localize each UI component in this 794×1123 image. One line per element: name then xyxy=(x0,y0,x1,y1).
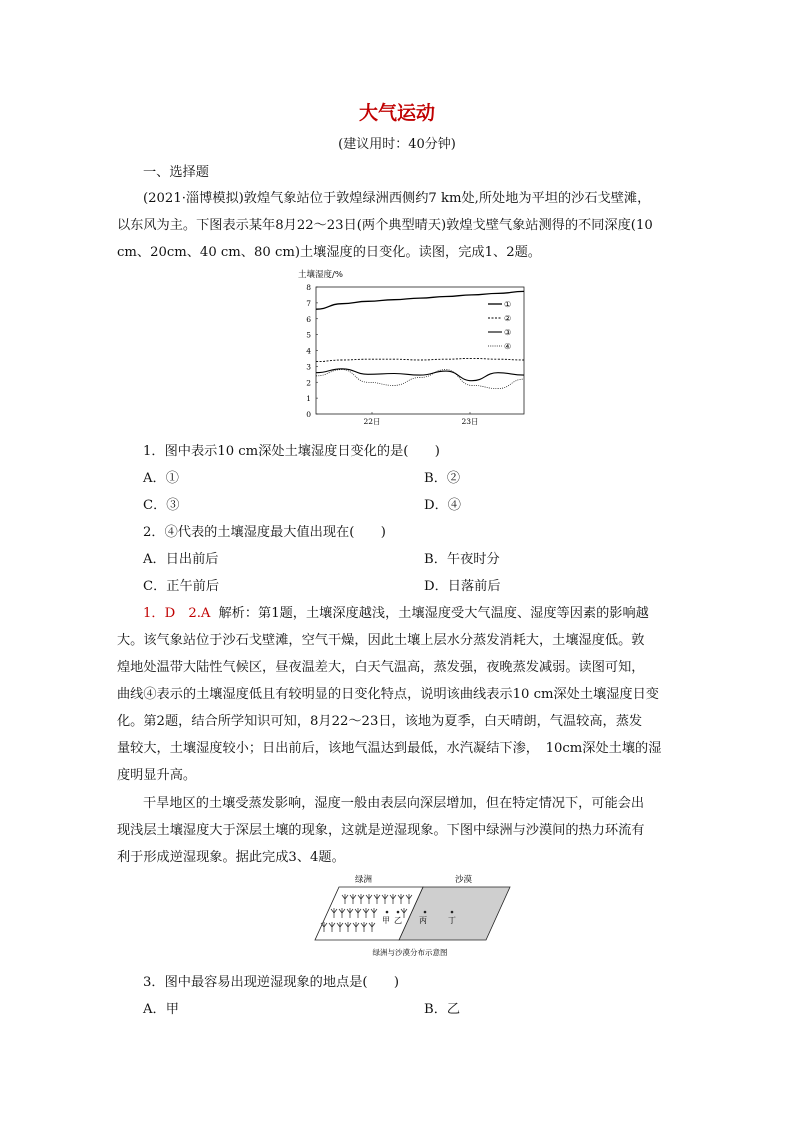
answer-label: 1．D 2.A xyxy=(143,606,211,621)
series-line-1 xyxy=(316,291,524,309)
intro1-line-3: cm、20cm、40 cm、80 cm)土壤湿度的日变化。读图，完成1、2题。 xyxy=(117,245,541,260)
page-subtitle: (建议用时：40分钟) xyxy=(338,137,456,152)
legend-label-4: ④ xyxy=(504,342,512,351)
section-heading: 一、选择题 xyxy=(143,165,209,180)
series-line-4 xyxy=(316,370,524,389)
q1-option-a[interactable]: A．① xyxy=(143,471,179,486)
q3-stem: 3．图中最容易出现逆湿现象的地点是( ) xyxy=(143,975,400,990)
y-tick-label: 5 xyxy=(306,330,311,340)
q2-option-d[interactable]: D．日落前后 xyxy=(424,579,501,594)
q1-option-b[interactable]: B．② xyxy=(424,471,461,486)
q2-option-b[interactable]: B．午夜时分 xyxy=(424,552,500,567)
label-jia: 甲 xyxy=(382,916,390,925)
series-line-3 xyxy=(316,369,524,381)
label-ding: 丁 xyxy=(448,916,456,925)
point-ding-marker xyxy=(451,911,454,914)
answer-line-2: 大。该气象站位于沙石戈壁滩，空气干燥，因此土壤上层水分蒸发消耗大，土壤湿度低。敦 xyxy=(117,633,645,648)
q2-stem: 2．④代表的土壤湿度最大值出现在( ) xyxy=(143,525,386,540)
y-tick-label: 6 xyxy=(306,314,311,324)
point-yi-marker xyxy=(397,911,400,914)
point-jia-marker xyxy=(386,911,389,914)
y-tick-label: 4 xyxy=(306,346,311,356)
label-oasis: 绿洲 xyxy=(355,875,373,885)
intro1-line-1: (2021·淄博模拟)敦煌气象站位于敦煌绿洲西侧约7 km处,所处地为平坦的沙石戈壁滩， xyxy=(143,191,651,206)
y-tick-label: 1 xyxy=(306,394,311,404)
label-desert: 沙漠 xyxy=(455,875,473,885)
label-bing: 丙 xyxy=(419,916,427,925)
q2-option-a[interactable]: A．日出前后 xyxy=(143,552,219,567)
q1-stem: 1．图中表示10 cm深处土壤湿度日变化的是( ) xyxy=(143,444,440,459)
answer-line-5: 化。第2题，结合所学知识可知，8月22～23日，该地为夏季，白天晴朗，气温较高，蒸发 xyxy=(117,714,643,729)
y-tick-label: 3 xyxy=(306,362,311,372)
oasis-desert-diagram xyxy=(300,870,520,958)
chart-ylabel: 土壤湿度/% xyxy=(298,270,343,280)
answer-first-line xyxy=(143,602,649,621)
y-tick-label: 2 xyxy=(306,378,311,388)
x-tick-23: 23日 xyxy=(461,417,479,426)
intro2-line-2: 现浅层土壤湿度大于深层土壤的现象，这就是逆湿现象。下图中绿洲与沙漠间的热力环流有 xyxy=(117,823,645,838)
q1-option-c[interactable]: C．③ xyxy=(143,498,180,513)
label-yi: 乙 xyxy=(394,916,402,925)
q3-option-a[interactable]: A．甲 xyxy=(143,1002,179,1017)
answer-line-1: 解析：第1题，土壤深度越浅，土壤湿度受大气温度、湿度等因素的影响越 xyxy=(218,606,649,621)
y-tick-label: 8 xyxy=(306,283,311,292)
legend-label-3: ③ xyxy=(504,328,512,337)
q3-option-b[interactable]: B．乙 xyxy=(424,1002,461,1017)
page-title: 大气运动 xyxy=(358,102,435,124)
series-line-2 xyxy=(316,358,524,361)
answer-line-6: 量较大，土壤湿度较小；日出前后，该地气温达到最低，水汽凝结下渗， 10cm深处土壤的湿 xyxy=(117,741,662,756)
y-tick-label: 0 xyxy=(306,410,311,419)
answer-line-4: 曲线④表示的土壤湿度低且有较明显的日变化特点，说明该曲线表示10 cm深处土壤湿度日变 xyxy=(117,687,659,702)
x-tick-22: 22日 xyxy=(363,417,381,426)
point-bing-marker xyxy=(424,911,427,914)
legend-label-2: ② xyxy=(504,314,512,323)
answer-line-7: 度明显升高。 xyxy=(117,768,197,783)
q2-option-c[interactable]: C．正午前后 xyxy=(143,579,220,594)
chart-frame xyxy=(316,287,524,414)
legend-label-1: ① xyxy=(504,300,512,309)
q1-option-d[interactable]: D．④ xyxy=(424,498,461,513)
intro2-line-3: 利于形成逆湿现象。据此完成3、4题。 xyxy=(117,850,345,865)
diagram-caption: 绿洲与沙漠分布示意图 xyxy=(372,948,448,957)
y-tick-label: 7 xyxy=(306,298,311,308)
answer-line-3: 煌地处温带大陆性气候区，昼夜温差大，白天气温高，蒸发强，夜晚蒸发减弱。读图可知， xyxy=(117,660,645,675)
intro1-line-2: 以东风为主。下图表示某年8月22～23日(两个典型晴天)敦煌戈壁气象站测得的不同深度(10 xyxy=(117,218,653,233)
soil-moisture-chart xyxy=(290,266,540,428)
intro2-line-1: 干旱地区的土壤受蒸发影响，湿度一般由表层向深层增加，但在特定情况下，可能会出 xyxy=(143,796,645,811)
